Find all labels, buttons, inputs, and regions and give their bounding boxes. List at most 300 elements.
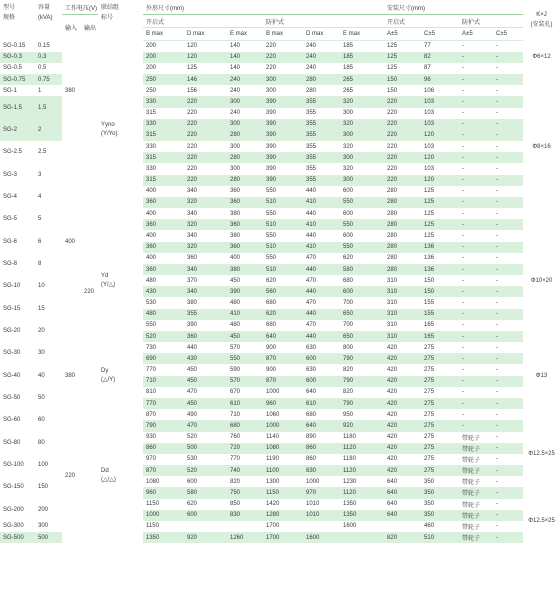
cell-c-protect: - xyxy=(493,420,523,431)
model-cell: SG-5 xyxy=(0,208,35,230)
cell-e-max-open: 720 xyxy=(227,443,263,454)
cell-d-max-open: 220 xyxy=(184,175,227,186)
cell-c-protect: - xyxy=(493,409,523,420)
cell-e-max-open: 380 xyxy=(227,264,263,275)
cell-a-open: 280 xyxy=(384,208,421,219)
cell-a-protect: - xyxy=(459,219,493,230)
cell-a-protect: - xyxy=(459,41,493,52)
capacity-unit-label: (kVA) xyxy=(38,15,53,21)
cell-c-protect: - xyxy=(493,532,523,543)
cell-b-max-protect: 390 xyxy=(263,119,303,130)
cell-b-max-open: 790 xyxy=(143,420,184,431)
cell-b-max-protect: 300 xyxy=(263,85,303,96)
kj-phi6x12: Φ6×12 xyxy=(523,41,560,75)
cell-a-protect: - xyxy=(459,376,493,387)
model-cell: SG-50 xyxy=(0,387,35,409)
cell-c-open: 275 xyxy=(421,454,459,465)
cell-b-max-protect: 1080 xyxy=(263,443,303,454)
model-cell: SG-200 xyxy=(0,499,35,521)
cell-a-protect: - xyxy=(459,309,493,320)
cell-e-max-open: 400 xyxy=(227,253,263,264)
cell-c-open: 103 xyxy=(421,141,459,152)
cell-d-max-open: 220 xyxy=(184,152,227,163)
cell-a-protect: - xyxy=(459,96,493,107)
cell-b-max-open: 480 xyxy=(143,309,184,320)
cell-c-open: 125 xyxy=(421,230,459,241)
cell-c-protect: - xyxy=(493,432,523,443)
cell-b-max-protect: 1700 xyxy=(263,521,303,532)
cell-d-max-open: 360 xyxy=(184,331,227,342)
cell-c-open: 87 xyxy=(421,63,459,74)
cell-c-open: 350 xyxy=(421,487,459,498)
cell-c-protect: - xyxy=(493,275,523,286)
cell-b-max-open: 860 xyxy=(143,443,184,454)
header-input: 输入 xyxy=(62,15,81,41)
cell-e-max-open: 590 xyxy=(227,364,263,375)
cell-e-max-open: 740 xyxy=(227,465,263,476)
cell-c-protect: - xyxy=(493,510,523,521)
cell-a-open: 640 xyxy=(384,487,421,498)
cell-e-max-open: 570 xyxy=(227,376,263,387)
table-row xyxy=(0,41,560,52)
cell-e-max-open: 610 xyxy=(227,398,263,409)
cell-e-max-protect: 185 xyxy=(340,41,384,52)
cell-e-max-open: 300 xyxy=(227,141,263,152)
cell-e-max-open: 360 xyxy=(227,197,263,208)
cell-e-max-open: 300 xyxy=(227,119,263,130)
cell-e-max-open: 480 xyxy=(227,297,263,308)
cell-a-open: 280 xyxy=(384,219,421,230)
header-b-max-open: B max xyxy=(143,28,184,41)
cell-b-max-protect: 550 xyxy=(263,230,303,241)
cell-b-max-protect: 640 xyxy=(263,331,303,342)
header-connection xyxy=(98,0,143,41)
connection-yd xyxy=(98,219,143,342)
capacity-cell: 0.75 xyxy=(35,74,62,85)
cell-a-open: 420 xyxy=(384,376,421,387)
capacity-cell: 500 xyxy=(35,532,62,543)
cell-c-protect: - xyxy=(493,96,523,107)
cell-d-max-protect: 355 xyxy=(303,96,340,107)
cell-d-max-open: 370 xyxy=(184,275,227,286)
kj-phi10x20: Φ10×20 xyxy=(523,219,560,342)
cell-a-open: 280 xyxy=(384,242,421,253)
cell-c-open: 510 xyxy=(421,532,459,543)
header-outer-dims: 外形尺寸(mm) xyxy=(143,0,384,15)
table-header xyxy=(0,0,560,41)
cell-a-protect: - xyxy=(459,275,493,286)
connection-yd-label-1: Yd xyxy=(101,272,109,279)
connection-yyno-label-1: Yyno xyxy=(101,121,115,128)
cell-c-protect: - xyxy=(493,63,523,74)
cell-b-max-open: 200 xyxy=(143,52,184,63)
cell-e-max-protect: 300 xyxy=(340,108,384,119)
cell-d-max-protect: 355 xyxy=(303,130,340,141)
cell-a-open: 280 xyxy=(384,186,421,197)
cell-b-max-protect: 510 xyxy=(263,219,303,230)
capacity-cell: 40 xyxy=(35,364,62,386)
cell-d-max-open: 450 xyxy=(184,398,227,409)
cell-c-protect: - xyxy=(493,208,523,219)
cell-a-open: 125 xyxy=(384,41,421,52)
cell-c-protect: - xyxy=(493,152,523,163)
cell-d-max-protect: 410 xyxy=(303,197,340,208)
cell-b-max-protect: 1150 xyxy=(263,487,303,498)
header-capacity xyxy=(35,0,62,41)
cell-e-max-protect: 300 xyxy=(340,152,384,163)
cell-d-max-protect: 1000 xyxy=(303,476,340,487)
cell-b-max-open: 360 xyxy=(143,197,184,208)
cell-c-open: 275 xyxy=(421,432,459,443)
header-c-protect: C±5 xyxy=(493,28,523,41)
cell-e-max-protect: 680 xyxy=(340,275,384,286)
cell-a-open: 220 xyxy=(384,119,421,130)
model-cell: SG-150 xyxy=(0,476,35,498)
cell-b-max-open: 1150 xyxy=(143,499,184,510)
header-c-open: C±5 xyxy=(421,28,459,41)
capacity-cell: 5 xyxy=(35,208,62,230)
cell-b-max-open: 1000 xyxy=(143,510,184,521)
cell-e-max-protect: 1120 xyxy=(340,487,384,498)
connection-dd-label-2: (△/△) xyxy=(101,477,116,484)
cell-d-max-protect: 1010 xyxy=(303,499,340,510)
cell-e-max-protect: 265 xyxy=(340,85,384,96)
cell-a-protect: - xyxy=(459,63,493,74)
cell-a-open: 420 xyxy=(384,398,421,409)
cell-e-max-protect: 1600 xyxy=(340,521,384,532)
kj-phi12-5x25-a: Φ12.5×25 xyxy=(523,409,560,498)
cell-a-open: 420 xyxy=(384,364,421,375)
capacity-cell: 4 xyxy=(35,186,62,208)
header-model xyxy=(0,0,35,41)
cell-b-max-protect: 390 xyxy=(263,96,303,107)
cell-d-max-protect: 355 xyxy=(303,175,340,186)
model-cell: SG-100 xyxy=(0,454,35,476)
kj-phi8x16: Φ8×16 xyxy=(523,74,560,219)
kj-label: K×J xyxy=(536,12,547,19)
cell-d-max-open: 520 xyxy=(184,465,227,476)
cell-c-open: 275 xyxy=(421,387,459,398)
cell-a-open: 640 xyxy=(384,510,421,521)
cell-c-protect: - xyxy=(493,175,523,186)
cell-b-max-protect: 1140 xyxy=(263,432,303,443)
cell-b-max-protect: 900 xyxy=(263,342,303,353)
cell-a-protect: 带轮子 xyxy=(459,499,493,510)
cell-d-max-open: 530 xyxy=(184,454,227,465)
cell-b-max-protect: 390 xyxy=(263,108,303,119)
cell-a-protect: - xyxy=(459,331,493,342)
cell-c-open: 125 xyxy=(421,197,459,208)
cell-a-protect: 带轮子 xyxy=(459,454,493,465)
cell-a-open: 220 xyxy=(384,130,421,141)
cell-d-max-open: 450 xyxy=(184,364,227,375)
cell-e-max-open: 140 xyxy=(227,63,263,74)
cell-d-max-open: 120 xyxy=(184,52,227,63)
cell-e-max-open xyxy=(227,521,263,532)
cell-d-max-protect: 600 xyxy=(303,353,340,364)
connection-dd xyxy=(98,409,143,543)
cell-c-protect: - xyxy=(493,443,523,454)
cell-b-max-protect: 220 xyxy=(263,63,303,74)
cell-b-max-open: 550 xyxy=(143,320,184,331)
cell-b-max-protect: 510 xyxy=(263,197,303,208)
model-cell: SG-0.15 xyxy=(0,41,35,52)
cell-a-open: 280 xyxy=(384,253,421,264)
cell-e-max-protect: 320 xyxy=(340,141,384,152)
cell-e-max-open: 300 xyxy=(227,96,263,107)
cell-a-open: 420 xyxy=(384,443,421,454)
cell-d-max-open: 360 xyxy=(184,253,227,264)
cell-e-max-open: 450 xyxy=(227,275,263,286)
cell-b-max-open: 770 xyxy=(143,398,184,409)
cell-b-max-open: 360 xyxy=(143,219,184,230)
cell-a-open: 220 xyxy=(384,152,421,163)
cell-e-max-protect: 600 xyxy=(340,186,384,197)
cell-d-max-protect: 240 xyxy=(303,63,340,74)
cell-b-max-open: 315 xyxy=(143,108,184,119)
cell-a-open: 420 xyxy=(384,353,421,364)
cell-c-open: 82 xyxy=(421,52,459,63)
cell-a-protect: 带轮子 xyxy=(459,510,493,521)
cell-a-protect: - xyxy=(459,230,493,241)
cell-b-max-open: 330 xyxy=(143,141,184,152)
model-cell: SG-30 xyxy=(0,342,35,364)
cell-d-max-protect: 355 xyxy=(303,108,340,119)
cell-d-max-protect: 1010 xyxy=(303,510,340,521)
header-a-protect: A±5 xyxy=(459,28,493,41)
cell-b-max-protect: 390 xyxy=(263,175,303,186)
model-cell: SG-0.75 xyxy=(0,74,35,85)
cell-e-max-protect: 185 xyxy=(340,52,384,63)
cell-d-max-open: 156 xyxy=(184,85,227,96)
cell-d-max-open: 470 xyxy=(184,387,227,398)
cell-c-open: 120 xyxy=(421,152,459,163)
cell-d-max-open: 440 xyxy=(184,342,227,353)
cell-d-max-protect: 440 xyxy=(303,230,340,241)
cell-d-max-protect: 860 xyxy=(303,454,340,465)
cell-e-max-protect: 300 xyxy=(340,130,384,141)
spec-label: 规格 xyxy=(3,15,16,21)
cell-d-max-open: 220 xyxy=(184,141,227,152)
cell-e-max-protect: 790 xyxy=(340,376,384,387)
cell-d-max-open: 600 xyxy=(184,510,227,521)
input-voltage-220: 220 xyxy=(62,409,81,543)
cell-b-max-open: 250 xyxy=(143,85,184,96)
cell-d-max-protect: 280 xyxy=(303,74,340,85)
capacity-cell: 1.5 xyxy=(35,96,62,118)
cell-a-protect: - xyxy=(459,320,493,331)
cell-a-open: 640 xyxy=(384,499,421,510)
cell-c-protect: - xyxy=(493,119,523,130)
cell-e-max-open: 710 xyxy=(227,409,263,420)
cell-e-max-protect: 700 xyxy=(340,297,384,308)
table-body xyxy=(0,41,560,544)
cell-c-open: 275 xyxy=(421,465,459,476)
connection-dy-label-2: (△/Y) xyxy=(101,376,116,383)
cell-a-open: 280 xyxy=(384,230,421,241)
cell-b-max-open: 200 xyxy=(143,41,184,52)
cell-e-max-open: 770 xyxy=(227,454,263,465)
cell-e-max-open: 850 xyxy=(227,499,263,510)
cell-e-max-open: 670 xyxy=(227,387,263,398)
cell-b-max-open: 330 xyxy=(143,96,184,107)
cell-e-max-protect: 1350 xyxy=(340,499,384,510)
cell-d-max-open: 490 xyxy=(184,409,227,420)
connection-yd-label-2: (Y/△) xyxy=(101,281,116,288)
cell-e-max-protect: 550 xyxy=(340,197,384,208)
cell-d-max-protect: 680 xyxy=(303,409,340,420)
cell-c-protect: - xyxy=(493,186,523,197)
cell-a-open: 150 xyxy=(384,85,421,96)
cell-c-open: 125 xyxy=(421,219,459,230)
cell-a-protect: - xyxy=(459,242,493,253)
cell-c-open: 125 xyxy=(421,186,459,197)
cell-e-max-protect: 620 xyxy=(340,253,384,264)
cell-d-max-protect: 470 xyxy=(303,275,340,286)
cell-a-open: 640 xyxy=(384,476,421,487)
cell-a-open: 310 xyxy=(384,309,421,320)
cell-a-protect: - xyxy=(459,253,493,264)
model-cell: SG-6 xyxy=(0,230,35,252)
cell-d-max-protect: 630 xyxy=(303,342,340,353)
cell-d-max-protect: 355 xyxy=(303,119,340,130)
cell-d-max-protect: 355 xyxy=(303,152,340,163)
cell-e-max-open: 410 xyxy=(227,309,263,320)
cell-a-protect: - xyxy=(459,197,493,208)
cell-a-open: 420 xyxy=(384,342,421,353)
output-voltage-220: 220 xyxy=(81,41,98,544)
cell-a-protect: - xyxy=(459,420,493,431)
cell-d-max-protect: 440 xyxy=(303,286,340,297)
cell-e-max-protect: 1350 xyxy=(340,510,384,521)
cell-b-max-open: 870 xyxy=(143,465,184,476)
cell-d-max-protect: 240 xyxy=(303,52,340,63)
cell-c-protect: - xyxy=(493,74,523,85)
cell-c-protect: - xyxy=(493,376,523,387)
cell-e-max-protect: 790 xyxy=(340,398,384,409)
cell-e-max-protect: 550 xyxy=(340,242,384,253)
connection-dy-label-1: Dy xyxy=(101,367,109,374)
cell-b-max-open: 520 xyxy=(143,331,184,342)
cell-a-protect: - xyxy=(459,297,493,308)
cell-b-max-open: 330 xyxy=(143,119,184,130)
cell-c-protect: - xyxy=(493,230,523,241)
cell-a-open: 220 xyxy=(384,175,421,186)
cell-c-open: 120 xyxy=(421,130,459,141)
cell-d-max-protect: 860 xyxy=(303,443,340,454)
cell-c-open: 155 xyxy=(421,309,459,320)
cell-e-max-protect: 185 xyxy=(340,63,384,74)
cell-a-protect: - xyxy=(459,85,493,96)
cell-d-max-protect xyxy=(303,521,340,532)
cell-a-protect: - xyxy=(459,152,493,163)
cell-a-protect: 带轮子 xyxy=(459,465,493,476)
cell-d-max-open: 146 xyxy=(184,74,227,85)
cell-a-open: 310 xyxy=(384,275,421,286)
cell-c-protect: - xyxy=(493,487,523,498)
cell-a-open: 420 xyxy=(384,420,421,431)
header-e-max-open: E max xyxy=(227,28,263,41)
cell-b-max-protect: 1000 xyxy=(263,387,303,398)
header-d-max-protect: D max xyxy=(303,28,340,41)
cell-a-protect: 带轮子 xyxy=(459,476,493,487)
cell-c-protect: - xyxy=(493,342,523,353)
cell-b-max-protect: 300 xyxy=(263,74,303,85)
cell-e-max-open: 450 xyxy=(227,331,263,342)
cell-b-max-protect: 1300 xyxy=(263,476,303,487)
cell-b-max-protect: 620 xyxy=(263,275,303,286)
connection-yyno-label-2: (Y/Yo) xyxy=(101,130,118,137)
cell-c-protect: - xyxy=(493,476,523,487)
cell-e-max-open: 360 xyxy=(227,242,263,253)
cell-c-open: 103 xyxy=(421,96,459,107)
kj-phi13: Φ13 xyxy=(523,342,560,409)
cell-a-open: 220 xyxy=(384,108,421,119)
cell-a-protect: - xyxy=(459,387,493,398)
cell-a-protect: - xyxy=(459,208,493,219)
header-protect-type: 防护式 xyxy=(263,15,384,28)
cell-b-max-open: 480 xyxy=(143,275,184,286)
cell-b-max-protect: 550 xyxy=(263,253,303,264)
cell-b-max-open: 250 xyxy=(143,74,184,85)
cell-c-protect: - xyxy=(493,364,523,375)
cell-b-max-protect: 220 xyxy=(263,41,303,52)
cell-e-max-protect: 820 xyxy=(340,387,384,398)
input-voltage-380-a: 380 xyxy=(62,41,81,142)
cell-b-max-open: 970 xyxy=(143,454,184,465)
cell-a-open: 220 xyxy=(384,163,421,174)
cell-b-max-protect: 1000 xyxy=(263,420,303,431)
cell-b-max-open: 400 xyxy=(143,186,184,197)
cell-e-max-open: 280 xyxy=(227,130,263,141)
cell-b-max-open: 430 xyxy=(143,286,184,297)
cell-b-max-protect: 870 xyxy=(263,376,303,387)
cell-e-max-open: 480 xyxy=(227,320,263,331)
cell-c-protect: - xyxy=(493,163,523,174)
cell-c-open: 103 xyxy=(421,108,459,119)
cell-d-max-open: 470 xyxy=(184,420,227,431)
cell-b-max-open: 1080 xyxy=(143,476,184,487)
header-e-max-protect: E max xyxy=(340,28,384,41)
cell-c-protect: - xyxy=(493,499,523,510)
cell-c-protect: - xyxy=(493,398,523,409)
cell-c-protect: - xyxy=(493,85,523,96)
cell-c-open: 103 xyxy=(421,163,459,174)
cell-d-max-open: 520 xyxy=(184,432,227,443)
cell-e-max-open: 300 xyxy=(227,163,263,174)
cell-e-max-open: 360 xyxy=(227,219,263,230)
cell-b-max-open: 400 xyxy=(143,253,184,264)
cell-b-max-open: 360 xyxy=(143,264,184,275)
header-install-dims: 安装尺寸(mm) xyxy=(384,0,523,15)
cell-c-open: 350 xyxy=(421,510,459,521)
cell-c-open: 275 xyxy=(421,420,459,431)
cell-d-max-open: 355 xyxy=(184,309,227,320)
cell-d-max-open: 220 xyxy=(184,108,227,119)
cell-e-max-protect: 1180 xyxy=(340,432,384,443)
model-cell: SG-500 xyxy=(0,532,35,543)
cell-a-open: 420 xyxy=(384,454,421,465)
cell-a-open: 420 xyxy=(384,387,421,398)
capacity-cell: 0.5 xyxy=(35,63,62,74)
cell-e-max-protect: 1120 xyxy=(340,465,384,476)
cell-b-max-protect: 1700 xyxy=(263,532,303,543)
cell-d-max-open: 340 xyxy=(184,286,227,297)
cell-c-open: 77 xyxy=(421,41,459,52)
header-a-open: A±5 xyxy=(384,28,421,41)
cell-d-max-open: 220 xyxy=(184,96,227,107)
cell-c-open: 350 xyxy=(421,476,459,487)
